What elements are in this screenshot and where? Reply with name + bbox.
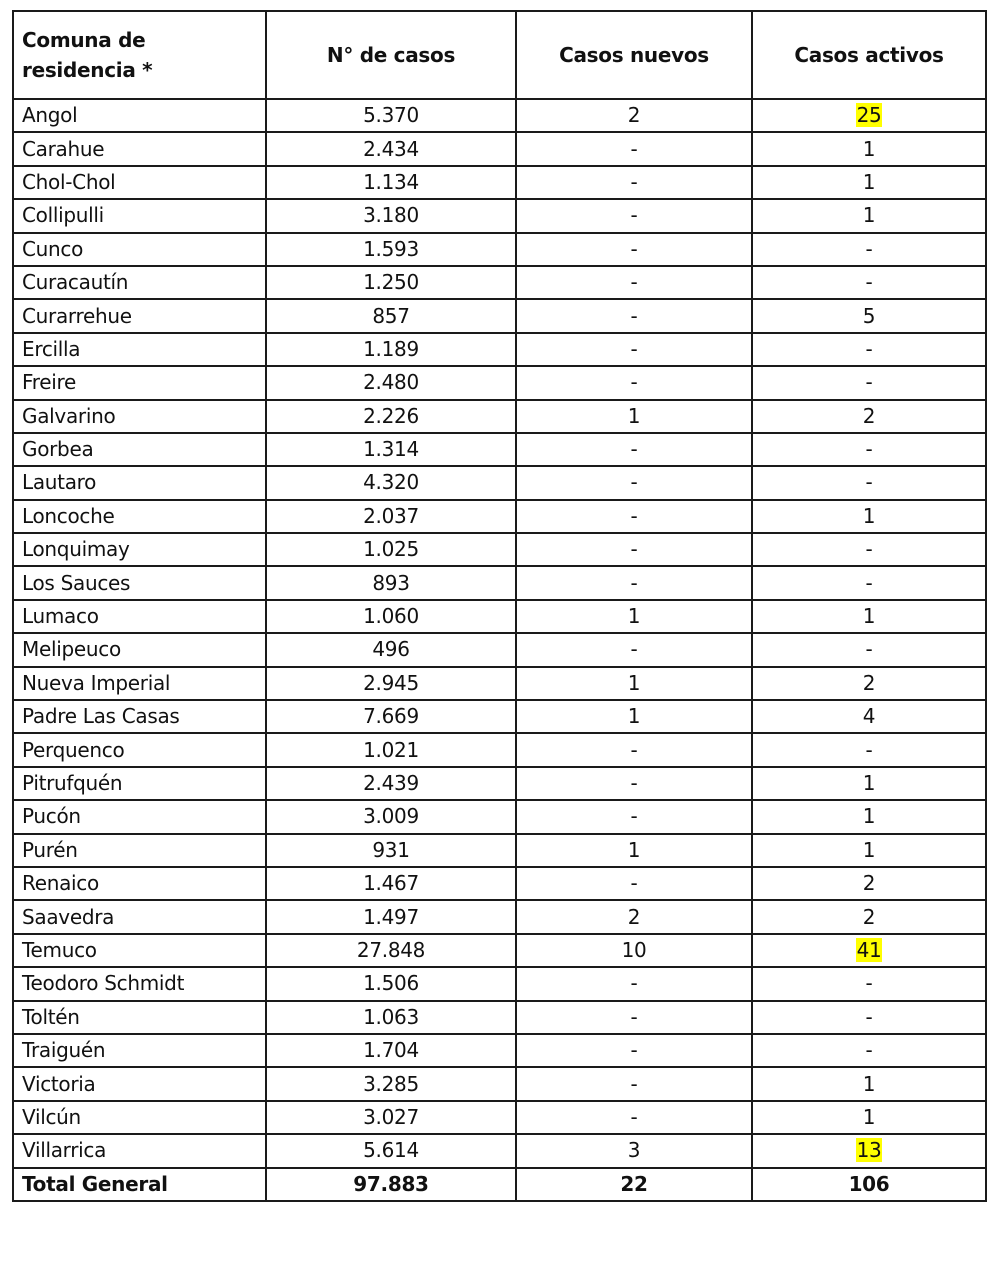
cell-casos-value: 3.027 [363,1104,419,1129]
cell-activos [752,667,986,700]
cell-comuna-value: Curacautín [22,270,129,295]
cell-activos-value: - [865,236,873,261]
cell-nuevos-value: 10 [621,937,647,962]
cell-casos-value: 5.370 [363,103,419,128]
cell-comuna [13,1134,266,1167]
cell-activos-value: 1 [862,503,876,528]
cell-comuna [13,1067,266,1100]
cell-activos-value: - [865,737,873,762]
cell-activos-value: 1 [862,1104,876,1129]
cell-casos-value: 1.593 [363,236,419,261]
cell-casos [266,533,516,566]
cell-comuna-value: Teodoro Schmidt [22,971,185,996]
cell-activos-value: 2 [862,403,876,428]
cell-casos-value: 2.037 [363,503,419,528]
cell-activos [752,199,986,232]
cell-comuna-value: Renaico [22,871,99,896]
cell-comuna [13,934,266,967]
cell-nuevos-value: - [630,804,638,829]
cell-comuna [13,566,266,599]
cell-activos-value: - [865,971,873,996]
cell-comuna [13,233,266,266]
cell-casos [266,500,516,533]
cell-activos-value: - [865,570,873,595]
table-row [13,266,986,299]
cell-casos [266,433,516,466]
cell-nuevos [516,533,752,566]
cell-comuna-value: Purén [22,837,78,862]
table-row [13,199,986,232]
cell-casos [266,1067,516,1100]
table-row [13,1101,986,1134]
cell-nuevos-value: - [630,503,638,528]
cell-comuna [13,800,266,833]
cell-comuna [13,1034,266,1067]
cell-comuna-value: Lonquimay [22,537,130,562]
cell-casos [266,99,516,132]
cell-comuna [13,333,266,366]
cell-activos-value: 1 [862,203,876,228]
cell-activos [752,700,986,733]
cell-casos-value: 1.704 [363,1038,419,1063]
cell-nuevos [516,767,752,800]
cell-activos [752,99,986,132]
cell-nuevos-value: - [630,136,638,161]
cell-nuevos-value: - [630,570,638,595]
table-row [13,867,986,900]
total-nuevos: 22 [516,1168,752,1201]
table-row [13,333,986,366]
cell-comuna-value: Galvarino [22,403,116,428]
cell-activos-value: 1 [862,771,876,795]
cell-casos [266,700,516,733]
cell-comuna [13,967,266,1000]
cell-nuevos [516,834,752,867]
cell-casos-value: 1.134 [363,169,419,194]
cell-casos-value: 3.009 [363,804,419,829]
cell-casos-value: 5.614 [363,1138,419,1163]
cell-activos [752,733,986,766]
cell-casos-value: 1.506 [363,971,419,996]
cell-nuevos-value: - [630,336,638,361]
cell-activos [752,166,986,199]
table-row [13,900,986,933]
cell-casos-value: 857 [372,303,410,328]
cell-activos-value: 1 [862,1071,876,1096]
cell-nuevos-value: 2 [627,904,641,929]
cell-activos-value: 5 [862,303,876,328]
cell-activos-value: 1 [862,136,876,161]
cell-nuevos [516,132,752,165]
cell-nuevos [516,466,752,499]
cell-casos [266,633,516,666]
cell-nuevos-value: 2 [627,103,641,128]
cell-casos-value: 3.180 [363,203,419,228]
cell-nuevos [516,934,752,967]
cell-nuevos [516,1034,752,1067]
cell-nuevos [516,400,752,433]
cell-comuna-value: Carahue [22,136,105,161]
table-row [13,1134,986,1167]
cell-activos [752,466,986,499]
cell-activos [752,333,986,366]
cell-activos [752,132,986,165]
cell-activos-value: - [865,470,873,495]
cell-nuevos [516,1067,752,1100]
cell-comuna-value: Lumaco [22,604,99,629]
cell-casos-value: 27.848 [356,937,426,962]
cell-casos-value: 1.060 [363,604,419,629]
cell-activos-value: - [865,637,873,662]
cell-comuna [13,99,266,132]
cell-casos [266,166,516,199]
cell-activos [752,533,986,566]
cell-nuevos [516,166,752,199]
cell-nuevos [516,1101,752,1134]
cell-activos [752,1001,986,1034]
cell-activos-value: - [865,537,873,562]
table-row [13,767,986,800]
cell-activos [752,900,986,933]
cell-casos-value: 931 [372,837,410,862]
cell-comuna [13,400,266,433]
cell-casos-value: 7.669 [363,704,419,729]
header-row [13,11,986,99]
cell-casos [266,400,516,433]
cell-comuna-value: Collipulli [22,203,104,228]
cell-nuevos-value: - [630,169,638,194]
cell-casos-value: 2.945 [363,670,419,695]
cell-comuna-value: Padre Las Casas [22,704,180,729]
table-row [13,233,986,266]
cell-comuna-value: Gorbea [22,437,94,462]
table-row [13,700,986,733]
cell-casos [266,1134,516,1167]
cell-casos-value: 4.320 [363,470,419,495]
cell-casos [266,132,516,165]
cell-casos-value: 3.285 [363,1071,419,1096]
cell-nuevos [516,1134,752,1167]
cell-activos-value: 2 [862,871,876,896]
cell-activos-value: 41 [856,937,882,962]
cell-casos [266,366,516,399]
cell-casos [266,299,516,332]
cell-nuevos-value: - [630,236,638,261]
cell-casos [266,466,516,499]
cell-comuna-value: Temuco [22,937,97,962]
table-row [13,533,986,566]
cell-comuna-value: Saavedra [22,904,115,929]
cell-activos-value: 13 [856,1138,882,1163]
cell-activos-value: 1 [862,837,876,862]
table-row [13,600,986,633]
cell-comuna-value: Pitrufquén [22,771,123,795]
cell-activos [752,633,986,666]
cell-activos [752,566,986,599]
table-row [13,433,986,466]
total-row [13,1168,986,1201]
table-row [13,733,986,766]
cell-nuevos [516,633,752,666]
cell-comuna-value: Perquenco [22,737,125,762]
cases-by-commune-table [12,10,987,1202]
cell-comuna [13,166,266,199]
table-row [13,166,986,199]
cell-nuevos-value: 1 [627,670,641,695]
cell-comuna-value: Ercilla [22,336,81,361]
cell-comuna [13,433,266,466]
cell-nuevos [516,867,752,900]
cell-activos-value: 1 [862,804,876,829]
cell-activos-value: - [865,336,873,361]
cell-casos-value: 1.314 [363,437,419,462]
cell-casos [266,333,516,366]
cell-nuevos [516,299,752,332]
cell-casos [266,1001,516,1034]
cell-comuna-value: Cunco [22,236,84,261]
cell-activos-value: 1 [862,604,876,629]
cell-casos [266,1101,516,1134]
cell-activos [752,600,986,633]
table-row [13,400,986,433]
cell-nuevos [516,99,752,132]
cell-nuevos [516,333,752,366]
cell-activos [752,1134,986,1167]
cell-activos-value: - [865,1038,873,1063]
cell-casos-value: 2.226 [363,403,419,428]
cell-activos-value: 25 [856,103,882,128]
cell-nuevos [516,1001,752,1034]
cell-comuna [13,132,266,165]
header-comuna: Comuna de residencia * [13,11,266,99]
cell-casos [266,834,516,867]
cell-nuevos-value: - [630,1071,638,1096]
cell-comuna-value: Victoria [22,1071,96,1096]
cell-casos-value: 893 [372,570,410,595]
cell-casos-value: 496 [372,637,410,662]
cell-nuevos-value: - [630,637,638,662]
cell-nuevos-value: - [630,737,638,762]
cell-comuna-value: Curarrehue [22,303,132,328]
cell-casos-value: 1.021 [363,737,419,762]
cell-nuevos-value: - [630,871,638,896]
table-row [13,967,986,1000]
cell-nuevos [516,266,752,299]
cell-casos-value: 1.025 [363,537,419,562]
cell-comuna [13,633,266,666]
cell-activos [752,366,986,399]
table-row [13,466,986,499]
cell-activos-value: - [865,437,873,462]
cell-nuevos-value: - [630,370,638,395]
cell-nuevos [516,199,752,232]
cell-activos [752,400,986,433]
cell-activos [752,1101,986,1134]
cell-comuna-value: Traiguén [22,1038,106,1063]
cell-nuevos-value: - [630,1004,638,1029]
cell-nuevos [516,566,752,599]
cell-comuna-value: Nueva Imperial [22,670,171,695]
cell-casos [266,199,516,232]
cell-activos [752,967,986,1000]
cell-nuevos-value: - [630,971,638,996]
cell-activos [752,1067,986,1100]
cell-comuna [13,667,266,700]
table-row [13,667,986,700]
total-casos: 97.883 [266,1168,516,1201]
cell-comuna-value: Angol [22,103,78,128]
cell-comuna-value: Freire [22,370,76,395]
cell-casos [266,667,516,700]
cell-nuevos-value: 1 [627,837,641,862]
header-activos: Casos activos [752,11,986,99]
cell-nuevos-value: - [630,270,638,295]
cell-activos [752,1034,986,1067]
table-row [13,99,986,132]
cell-activos-value: 4 [862,704,876,729]
cell-comuna-value: Chol-Chol [22,169,116,194]
cell-casos-value: 1.250 [363,270,419,295]
cell-activos-value: 2 [862,670,876,695]
table-row [13,1001,986,1034]
cell-comuna [13,266,266,299]
cell-nuevos-value: - [630,437,638,462]
cell-comuna [13,867,266,900]
cell-casos [266,867,516,900]
cell-activos-value: - [865,270,873,295]
cell-comuna [13,767,266,800]
table-row [13,1034,986,1067]
cell-activos [752,233,986,266]
cell-nuevos-value: 1 [627,403,641,428]
cell-casos-value: 1.189 [363,336,419,361]
table-row [13,1067,986,1100]
table-row [13,633,986,666]
cell-comuna-value: Los Sauces [22,570,131,595]
cell-activos-value: - [865,1004,873,1029]
cell-casos-value: 1.497 [363,904,419,929]
cell-nuevos [516,967,752,1000]
cell-nuevos-value: - [630,1038,638,1063]
table-row [13,132,986,165]
table-row [13,566,986,599]
cell-nuevos [516,900,752,933]
cell-nuevos [516,733,752,766]
cell-nuevos-value: - [630,1104,638,1129]
table-row [13,500,986,533]
cell-nuevos [516,600,752,633]
cell-casos-value: 2.480 [363,370,419,395]
cell-casos [266,1034,516,1067]
cell-casos [266,233,516,266]
cell-activos-value: 1 [862,169,876,194]
cell-casos-value: 1.467 [363,871,419,896]
cell-comuna-value: Loncoche [22,503,115,528]
header-nuevos: Casos nuevos [516,11,752,99]
cell-casos [266,900,516,933]
cell-casos [266,566,516,599]
cell-comuna [13,600,266,633]
cell-comuna [13,733,266,766]
cell-activos [752,834,986,867]
cell-activos [752,266,986,299]
cell-comuna-value: Pucón [22,804,81,829]
cell-activos [752,800,986,833]
cell-comuna [13,533,266,566]
cell-casos-value: 2.434 [363,136,419,161]
total-label: Total General [13,1168,266,1201]
cell-activos [752,500,986,533]
cell-nuevos-value: - [630,470,638,495]
cell-comuna [13,466,266,499]
cell-comuna [13,900,266,933]
table-row [13,800,986,833]
cell-nuevos-value: - [630,303,638,328]
table-row [13,366,986,399]
cell-comuna [13,1101,266,1134]
cell-casos [266,767,516,800]
cell-nuevos-value: 1 [627,604,641,629]
cell-nuevos-value: 3 [627,1138,641,1163]
cell-nuevos-value: - [630,537,638,562]
cell-casos [266,800,516,833]
cell-casos [266,266,516,299]
cell-comuna [13,834,266,867]
cell-activos [752,867,986,900]
cell-activos-value: 2 [862,904,876,929]
cell-comuna-value: Melipeuco [22,637,121,662]
cell-nuevos [516,433,752,466]
cell-activos [752,934,986,967]
cell-casos [266,967,516,1000]
cell-comuna-value: Villarrica [22,1138,107,1163]
cell-casos [266,934,516,967]
cell-comuna [13,1001,266,1034]
cell-nuevos [516,700,752,733]
table-row [13,834,986,867]
cell-casos [266,733,516,766]
cell-comuna-value: Lautaro [22,470,97,495]
cell-comuna-value: Vilcún [22,1104,81,1129]
cell-comuna [13,366,266,399]
cell-activos [752,299,986,332]
cell-casos-value: 2.439 [363,771,419,795]
total-activos: 106 [752,1168,986,1201]
cell-nuevos [516,500,752,533]
cell-comuna-value: Toltén [22,1004,80,1029]
table-row [13,299,986,332]
cell-comuna [13,299,266,332]
cell-comuna [13,199,266,232]
cell-nuevos [516,233,752,266]
cell-activos-value: - [865,370,873,395]
cell-nuevos-value: - [630,203,638,228]
cell-nuevos-value: 1 [627,704,641,729]
cell-activos [752,433,986,466]
header-casos: N° de casos [266,11,516,99]
cell-nuevos-value: - [630,771,638,795]
cell-casos [266,600,516,633]
table-row [13,934,986,967]
cell-nuevos [516,800,752,833]
cell-nuevos [516,366,752,399]
cell-activos [752,767,986,800]
cell-comuna [13,700,266,733]
cell-nuevos [516,667,752,700]
cell-casos-value: 1.063 [363,1004,419,1029]
cell-comuna [13,500,266,533]
